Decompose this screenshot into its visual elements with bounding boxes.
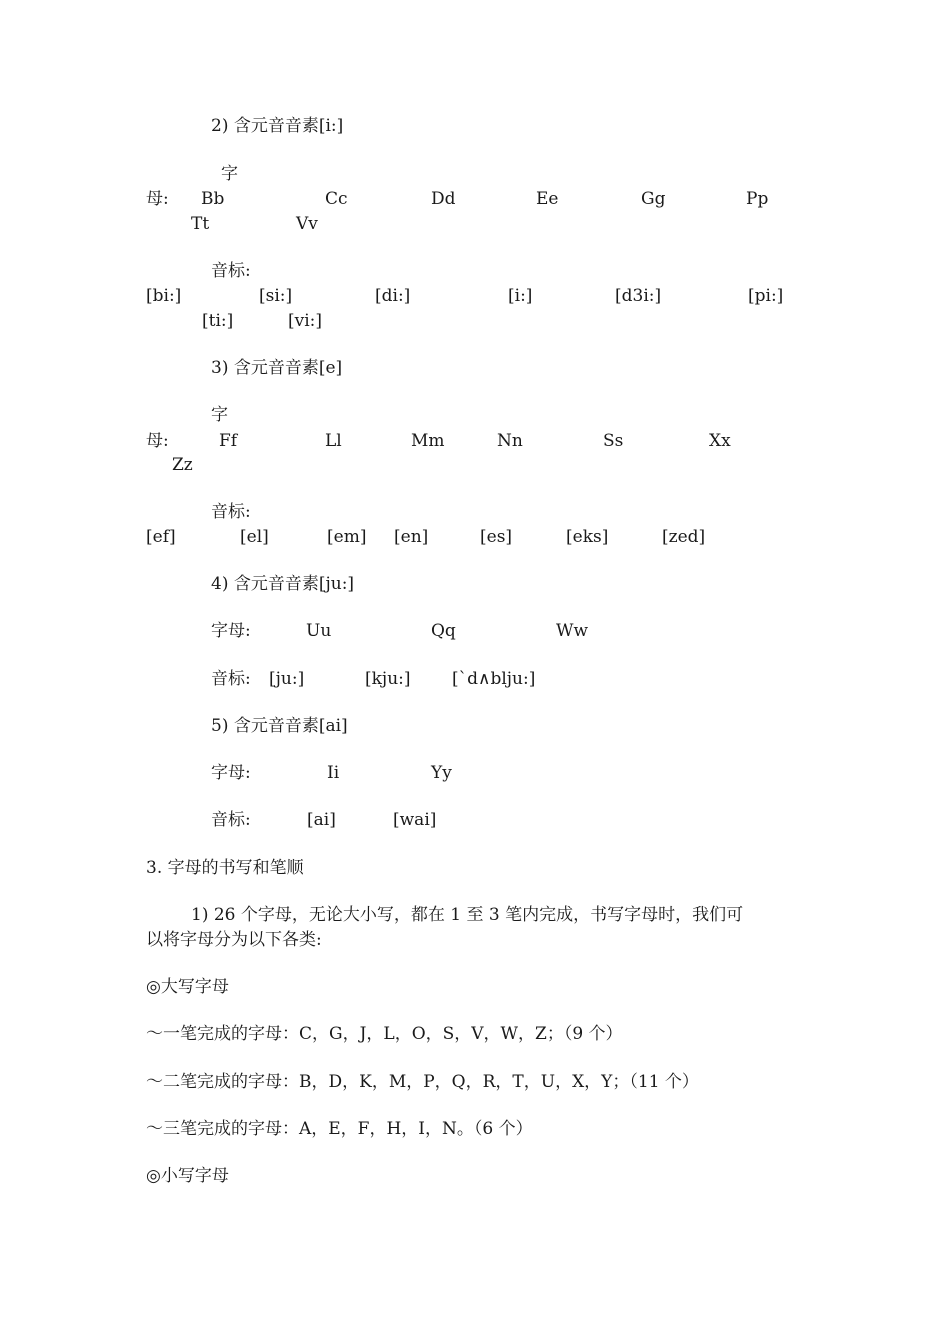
letter-pair: Pp	[746, 189, 769, 209]
letter-pair: Qq	[431, 621, 456, 641]
letter-pair: Ss	[603, 431, 624, 451]
letter-pair: Ii	[327, 763, 340, 783]
phonetic: [es]	[480, 527, 513, 547]
phonetic: [vi:]	[288, 311, 323, 331]
letter-pair: Gg	[641, 189, 666, 209]
phonetic: [kju:]	[365, 669, 411, 689]
letter-pair: Ww	[556, 621, 589, 641]
paragraph-line: 1) 26 个字母，无论大小写，都在 1 至 3 笔内完成，书写字母时，我们可	[191, 905, 744, 925]
phonetic-label: 音标:	[211, 502, 251, 522]
letter-label: 字母:	[211, 763, 251, 783]
phonetic: [pi:]	[748, 286, 784, 306]
phonetic: [d3i:]	[615, 286, 662, 306]
three-stroke-list: ～三笔完成的字母：A，E，F，H，I，N。（6 个）	[146, 1119, 533, 1139]
phonetic: [bi:]	[146, 286, 182, 306]
phonetic: [di:]	[375, 286, 411, 306]
letter-pair: Uu	[306, 621, 332, 641]
phonetic: [em]	[327, 527, 367, 547]
letter-pair: Cc	[325, 189, 348, 209]
phonetic: [`d∧blju:]	[452, 669, 536, 689]
section-heading-ju: 4) 含元音音素[ju:]	[211, 574, 355, 594]
phonetic: [wai]	[393, 810, 437, 830]
letter-label-zi: 字	[221, 164, 238, 184]
letter-pair: Yy	[431, 763, 452, 783]
phonetic-label: 音标:	[211, 669, 251, 689]
letter-pair: Vv	[296, 214, 318, 234]
letter-pair: Xx	[709, 431, 731, 451]
letter-label: 字母:	[211, 621, 251, 641]
letter-pair: Mm	[411, 431, 445, 451]
two-stroke-list: ～二笔完成的字母：B，D，K，M，P，Q，R，T，U，X，Y；（11 个）	[146, 1072, 699, 1092]
letter-pair: Ee	[536, 189, 559, 209]
phonetic: [ti:]	[202, 311, 234, 331]
phonetic: [el]	[240, 527, 269, 547]
phonetic: [zed]	[662, 527, 706, 547]
section-heading-writing: 3. 字母的书写和笔顺	[146, 858, 304, 878]
phonetic: [ai]	[307, 810, 336, 830]
phonetic: [en]	[394, 527, 429, 547]
phonetic-label: 音标:	[211, 810, 251, 830]
section-heading-i: 2) 含元音音素[i:]	[211, 116, 344, 136]
letter-pair: Ff	[219, 431, 238, 451]
letter-label-mu: 母:	[146, 431, 169, 451]
letter-label-zi: 字	[211, 405, 228, 425]
phonetic: [eks]	[566, 527, 609, 547]
letter-label-mu: 母:	[146, 189, 169, 209]
phonetic-label: 音标:	[211, 261, 251, 281]
letter-pair: Zz	[172, 455, 193, 475]
section-heading-e: 3) 含元音音素[e]	[211, 358, 343, 378]
lowercase-title: ◎小写字母	[146, 1166, 229, 1186]
letter-pair: Dd	[431, 189, 456, 209]
section-heading-ai: 5) 含元音音素[ai]	[211, 716, 348, 736]
uppercase-title: ◎大写字母	[146, 977, 229, 997]
phonetic: [i:]	[508, 286, 533, 306]
phonetic: [ju:]	[269, 669, 305, 689]
phonetic: [si:]	[259, 286, 293, 306]
letter-pair: Nn	[497, 431, 523, 451]
letter-pair: Ll	[325, 431, 342, 451]
phonetic: [ef]	[146, 527, 176, 547]
paragraph-line: 以将字母分为以下各类:	[146, 930, 322, 950]
one-stroke-list: ～一笔完成的字母：C，G，J，L，O，S，V，W，Z；（9 个）	[146, 1024, 623, 1044]
letter-pair: Bb	[201, 189, 225, 209]
letter-pair: Tt	[191, 214, 210, 234]
